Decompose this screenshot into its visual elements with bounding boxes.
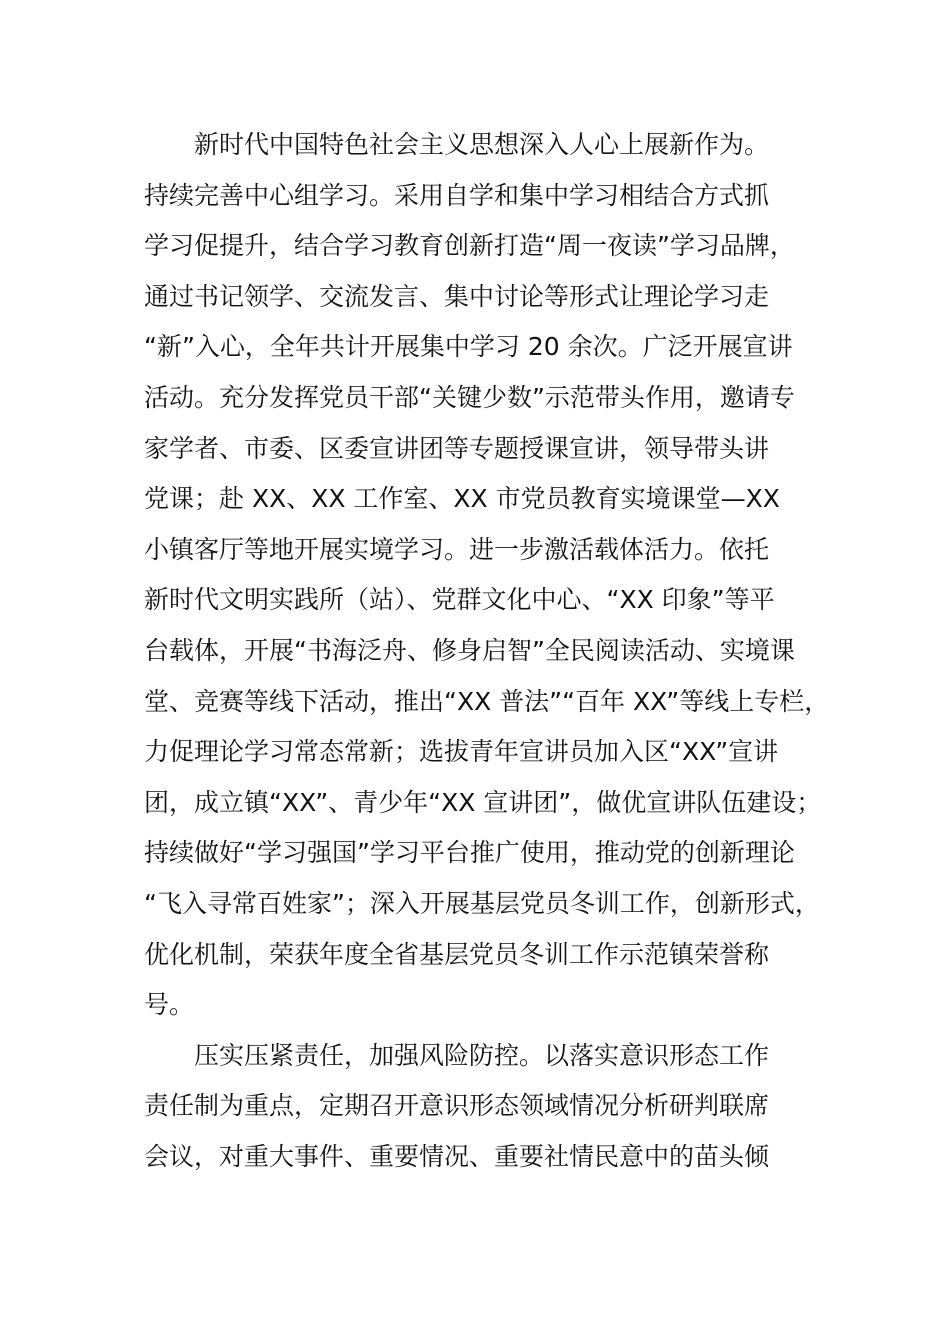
text-line: 活动。充分发挥党员干部“关键少数”示范带头作用，邀请专 bbox=[144, 382, 795, 412]
text-line: 家学者、市委、区委宣讲团等专题授课宣讲，领导带头讲 bbox=[144, 433, 770, 463]
text-line: 压实压紧责任，加强风险防控。以落实意识形态工作 bbox=[194, 1040, 770, 1070]
text-line: “飞入寻常百姓家”；深入开展基层党员冬训工作，创新形式， bbox=[144, 888, 820, 918]
text-line: “新”入心，全年共计开展集中学习 20 余次。广泛开展宣讲 bbox=[144, 332, 793, 362]
text-line: 持续做好“学习强国”学习平台推广使用，推动党的创新理论 bbox=[144, 838, 795, 868]
text-line: 小镇客厅等地开展实境学习。进一步激活载体活力。依托 bbox=[144, 534, 770, 564]
text-line: 会议，对重大事件、重要情况、重要社情民意中的苗头倾 bbox=[144, 1141, 770, 1171]
text-line: 新时代中国特色社会主义思想深入人心上展新作为。 bbox=[194, 130, 770, 159]
text-line: 通过书记领学、交流发言、集中讨论等形式让理论学习走 bbox=[144, 281, 770, 311]
text-line: 台载体，开展“书海泛舟、修身启智”全民阅读活动、实境课 bbox=[144, 635, 795, 665]
document-body bbox=[144, 120, 844, 1182]
text-line: 持续完善中心组学习。采用自学和集中学习相结合方式抓 bbox=[144, 180, 770, 210]
text-line: 堂、竞赛等线下活动，推出“XX 普法”“百年 XX”等线上专栏， bbox=[144, 686, 830, 716]
text-line: 党课；赴 XX、XX 工作室、XX 市党员教育实境课堂—XX bbox=[144, 484, 780, 514]
text-line: 学习促提升，结合学习教育创新打造“周一夜读”学习品牌， bbox=[144, 231, 795, 261]
text-line: 新时代文明实践所（站）、党群文化中心、“XX 印象”等平 bbox=[144, 585, 775, 615]
text-line: 优化机制，荣获年度全省基层党员冬训工作示范镇荣誉称 bbox=[144, 939, 770, 969]
text-line: 力促理论学习常态常新；选拔青年宣讲员加入区“XX”宣讲 bbox=[144, 737, 779, 767]
text-line: 责任制为重点，定期召开意识形态领域情况分析研判联席 bbox=[144, 1091, 770, 1121]
text-line: 团，成立镇“XX”、青少年“XX 宣讲团”，做优宣讲队伍建设； bbox=[144, 787, 822, 817]
text-line: 号。 bbox=[144, 990, 195, 1020]
